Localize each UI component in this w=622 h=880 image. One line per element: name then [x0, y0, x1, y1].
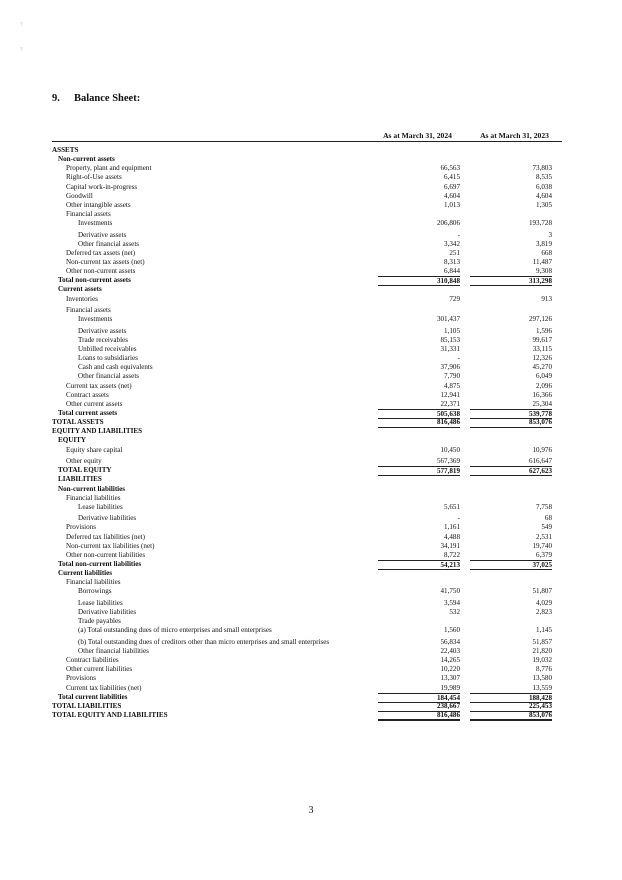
value-2023: 8,535 — [536, 173, 552, 182]
value-2023: 539,778 — [470, 409, 552, 419]
table-row — [52, 684, 564, 693]
row-label: Lease liabilities — [78, 598, 123, 607]
value-2024: 19,989 — [440, 683, 460, 692]
value-2024: 310,848 — [378, 276, 460, 286]
table-row — [52, 503, 564, 515]
value-2023: 6,038 — [536, 182, 552, 191]
row-label: Deferred tax assets (net) — [66, 248, 136, 257]
table-row — [52, 514, 564, 523]
table-row — [52, 494, 564, 503]
value-2024: 66,563 — [440, 164, 460, 173]
row-label: Financial assets — [66, 306, 111, 315]
table-row — [52, 599, 564, 608]
row-label: Other non-current liabilities — [66, 550, 146, 559]
value-2024: 14,265 — [440, 656, 460, 665]
value-2024: 1,105 — [444, 326, 460, 335]
value-2023: 51,857 — [532, 637, 552, 646]
table-row — [52, 201, 564, 210]
table-row — [52, 345, 564, 354]
balance-sheet-table — [52, 146, 564, 720]
value-2023: 13,580 — [532, 674, 552, 683]
table-row — [52, 533, 564, 542]
page-number: 3 — [308, 805, 314, 816]
value-2024: 10,450 — [440, 445, 460, 454]
row-label: EQUITY AND LIABILITIES — [52, 427, 143, 436]
value-2023: 188,428 — [470, 693, 552, 703]
value-2024: 8,722 — [444, 550, 460, 559]
value-2023: 12,326 — [532, 354, 552, 363]
value-2023: 627,623 — [470, 466, 552, 476]
section-title: Balance Sheet: — [74, 93, 141, 104]
table-row — [52, 354, 564, 363]
table-row — [52, 587, 564, 599]
row-label: Other current liabilities — [66, 665, 133, 674]
value-2023: 313,298 — [470, 276, 552, 286]
row-label: Current tax liabilities (net) — [66, 683, 142, 692]
row-label: Current tax assets (net) — [66, 381, 132, 390]
value-2023: 4,604 — [536, 191, 552, 200]
value-2023: 853,076 — [470, 711, 552, 722]
table-row — [52, 542, 564, 551]
row-label: Other intangible assets — [66, 200, 131, 209]
value-2023: 668 — [541, 248, 552, 257]
value-2023: 4,029 — [536, 598, 552, 607]
row-label: EQUITY — [58, 436, 86, 445]
row-label: Investments — [78, 315, 113, 324]
row-label: Borrowings — [78, 587, 112, 596]
table-row — [52, 626, 564, 638]
table-row — [52, 693, 564, 702]
value-2024: 206,806 — [436, 219, 460, 228]
value-2024: 3,342 — [444, 239, 460, 248]
value-2024: 22,403 — [440, 646, 460, 655]
section-heading — [52, 93, 140, 104]
table-row — [52, 210, 564, 219]
row-label: Contract assets — [66, 390, 109, 399]
value-2023: 33,115 — [532, 345, 552, 354]
row-label: TOTAL LIABILITIES — [52, 701, 122, 710]
value-2024: - — [457, 230, 460, 239]
row-label: Total current liabilities — [58, 692, 128, 701]
table-row — [52, 336, 564, 345]
value-2023: 8,776 — [536, 665, 552, 674]
value-2023: 10,976 — [532, 445, 552, 454]
column-header-2023: As at March 31, 2023 — [480, 131, 549, 140]
row-label: TOTAL ASSETS — [52, 418, 104, 427]
row-label: Other financial assets — [78, 372, 140, 381]
value-2023: 225,453 — [528, 701, 552, 710]
row-label: Non-current liabilities — [58, 484, 126, 493]
value-2023: 1,596 — [536, 326, 552, 335]
value-2023: 193,728 — [528, 219, 552, 228]
row-label: Lease liabilities — [78, 502, 123, 511]
value-2024: 6,697 — [444, 182, 460, 191]
value-2023: 45,270 — [532, 363, 552, 372]
value-2023: 25,304 — [532, 399, 552, 408]
table-row — [52, 638, 564, 647]
row-label: Other current assets — [66, 399, 123, 408]
table-row — [52, 711, 564, 720]
value-2023: 616,647 — [528, 457, 552, 466]
table-row — [52, 400, 564, 409]
value-2023: 9,308 — [536, 267, 552, 276]
table-row — [52, 436, 564, 445]
table-row — [52, 231, 564, 240]
value-2024: 184,454 — [378, 693, 460, 703]
row-label: Derivative assets — [78, 326, 127, 335]
table-row — [52, 315, 564, 327]
column-header-2024: As at March 31, 2024 — [383, 131, 452, 140]
value-2023: 1,145 — [536, 626, 552, 635]
value-2024: 1,013 — [444, 200, 460, 209]
row-label: Current assets — [58, 285, 102, 294]
value-2023: 2,823 — [536, 608, 552, 617]
table-row — [52, 560, 564, 569]
value-2024: 37,906 — [440, 363, 460, 372]
row-label: Loans to subsidiaries — [78, 354, 138, 363]
row-label: LIABILITIES — [58, 475, 102, 484]
value-2023: 913 — [541, 294, 552, 303]
table-row — [52, 457, 564, 466]
table-row — [52, 665, 564, 674]
row-label: Financial assets — [66, 209, 111, 218]
table-row — [52, 656, 564, 665]
row-label: Non-current tax liabilities (net) — [66, 541, 155, 550]
table-row — [52, 608, 564, 617]
row-label: Trade payables — [78, 617, 121, 626]
table-row — [52, 219, 564, 231]
row-label: Derivative liabilities — [78, 514, 137, 523]
row-label: Provisions — [66, 674, 96, 683]
value-2023: 6,049 — [536, 372, 552, 381]
value-2023: 68 — [544, 514, 552, 523]
value-2023: 7,758 — [536, 502, 552, 511]
table-row — [52, 372, 564, 381]
row-label: Total non-current liabilities — [58, 559, 142, 568]
value-2024: 7,790 — [444, 372, 460, 381]
value-2024: 3,594 — [444, 598, 460, 607]
value-2023: 19,740 — [532, 541, 552, 550]
value-2024: 4,488 — [444, 532, 460, 541]
section-number: 9. — [52, 93, 60, 104]
table-row — [52, 363, 564, 372]
table-row — [52, 674, 564, 683]
value-2023: 2,531 — [536, 532, 552, 541]
margin-mark: ? — [20, 47, 23, 53]
row-label: Unbilled receivables — [78, 345, 137, 354]
table-row — [52, 306, 564, 315]
row-label: Non-current assets — [58, 155, 115, 164]
row-label: Other financial assets — [78, 239, 140, 248]
value-2024: 816,486 — [378, 711, 460, 722]
row-label: Financial liabilities — [66, 578, 121, 587]
value-2024: - — [457, 514, 460, 523]
table-row — [52, 427, 564, 436]
value-2024: 31,331 — [440, 345, 460, 354]
value-2023: 2,096 — [536, 381, 552, 390]
row-label: Right-of-Use assets — [66, 173, 122, 182]
row-label: Contract liabilities — [66, 656, 119, 665]
row-label: Deferred tax liabilities (net) — [66, 532, 145, 541]
row-label: Goodwill — [66, 191, 93, 200]
row-label: Provisions — [66, 523, 96, 532]
header-rule — [52, 141, 562, 142]
row-label: Derivative assets — [78, 230, 127, 239]
value-2023: 99,617 — [532, 335, 552, 344]
value-2024: 6,415 — [444, 173, 460, 182]
margin-mark: ? — [20, 22, 23, 28]
row-label: Capital work-in-progress — [66, 182, 138, 191]
value-2023: 37,025 — [470, 560, 552, 570]
table-row — [52, 240, 564, 249]
row-label: Other equity — [66, 457, 102, 466]
table-row — [52, 164, 564, 173]
row-label: Cash and cash equivalents — [78, 363, 153, 372]
table-row — [52, 702, 564, 711]
value-2024: 54,213 — [378, 560, 460, 570]
row-label: Property, plant and equipment — [66, 164, 152, 173]
value-2024: 1,560 — [444, 626, 460, 635]
value-2023: 549 — [541, 523, 552, 532]
table-row — [52, 382, 564, 391]
table-row — [52, 285, 564, 294]
row-label: Non-current tax assets (net) — [66, 258, 145, 267]
table-row — [52, 146, 564, 155]
row-label: Other financial liabilities — [78, 646, 149, 655]
value-2024: 5,651 — [444, 502, 460, 511]
row-label: Investments — [78, 219, 113, 228]
value-2024: 4,875 — [444, 381, 460, 390]
value-2024: 6,844 — [444, 267, 460, 276]
table-row — [52, 267, 564, 276]
value-2024: 532 — [449, 608, 460, 617]
value-2023: 21,820 — [532, 646, 552, 655]
table-row — [52, 295, 564, 307]
row-label: (b) Total outstanding dues of creditors other than micro enterprises and small enterprises — [78, 637, 330, 646]
table-row — [52, 327, 564, 336]
value-2024: 13,307 — [440, 674, 460, 683]
value-2024: 238,667 — [436, 701, 460, 710]
value-2024: 8,313 — [444, 258, 460, 267]
table-row — [52, 569, 564, 578]
table-row — [52, 155, 564, 164]
table-row — [52, 617, 564, 626]
table-row — [52, 409, 564, 418]
table-row — [52, 485, 564, 494]
value-2023: 73,803 — [532, 164, 552, 173]
row-label: Other non-current assets — [66, 267, 136, 276]
row-label: TOTAL EQUITY — [58, 466, 112, 475]
value-2023: 13,559 — [532, 683, 552, 692]
table-row — [52, 578, 564, 587]
table-row — [52, 192, 564, 201]
value-2024: - — [457, 354, 460, 363]
value-2024: 577,819 — [378, 466, 460, 476]
value-2023: 3,819 — [536, 239, 552, 248]
table-row — [52, 391, 564, 400]
table-row — [52, 258, 564, 267]
table-row — [52, 647, 564, 656]
value-2024: 12,941 — [440, 390, 460, 399]
row-label: Current liabilities — [58, 569, 113, 578]
value-2023: 1,305 — [536, 200, 552, 209]
value-2023: 51,807 — [532, 587, 552, 596]
value-2024: 10,220 — [440, 665, 460, 674]
table-row — [52, 523, 564, 532]
value-2023: 11,487 — [532, 258, 552, 267]
value-2024: 41,750 — [440, 587, 460, 596]
value-2023: 853,076 — [470, 418, 552, 428]
row-label: (a) Total outstanding dues of micro enterprises and small enterprises — [78, 626, 272, 635]
table-row — [52, 249, 564, 258]
table-row — [52, 466, 564, 475]
value-2024: 505,638 — [378, 409, 460, 419]
table-row — [52, 475, 564, 484]
value-2024: 34,191 — [440, 541, 460, 550]
value-2024: 22,371 — [440, 399, 460, 408]
row-label: Trade receivables — [78, 335, 128, 344]
value-2024: 729 — [449, 294, 460, 303]
row-label: Financial liabilities — [66, 493, 121, 502]
row-label: Derivative liabilities — [78, 608, 137, 617]
value-2024: 85,153 — [440, 335, 460, 344]
row-label: Total non-current assets — [58, 276, 131, 285]
value-2024: 567,369 — [436, 457, 460, 466]
table-row — [52, 173, 564, 182]
value-2023: 6,379 — [536, 550, 552, 559]
value-2024: 1,161 — [444, 523, 460, 532]
value-2023: 19,032 — [532, 656, 552, 665]
value-2024: 4,604 — [444, 191, 460, 200]
table-row — [52, 183, 564, 192]
value-2023: 297,126 — [528, 315, 552, 324]
row-label: TOTAL EQUITY AND LIABILITIES — [52, 710, 168, 719]
value-2024: 56,834 — [440, 637, 460, 646]
table-row — [52, 551, 564, 560]
table-row — [52, 276, 564, 285]
table-row — [52, 446, 564, 458]
value-2024: 301,437 — [436, 315, 460, 324]
row-label: Total current assets — [58, 409, 118, 418]
value-2023: 16,366 — [532, 390, 552, 399]
row-label: ASSETS — [52, 146, 79, 154]
row-label: Equity share capital — [66, 445, 123, 454]
value-2024: 251 — [449, 248, 460, 257]
value-2023: 3 — [548, 230, 552, 239]
table-row — [52, 418, 564, 427]
row-label: Inventories — [66, 294, 98, 303]
value-2024: 816,486 — [378, 418, 460, 428]
